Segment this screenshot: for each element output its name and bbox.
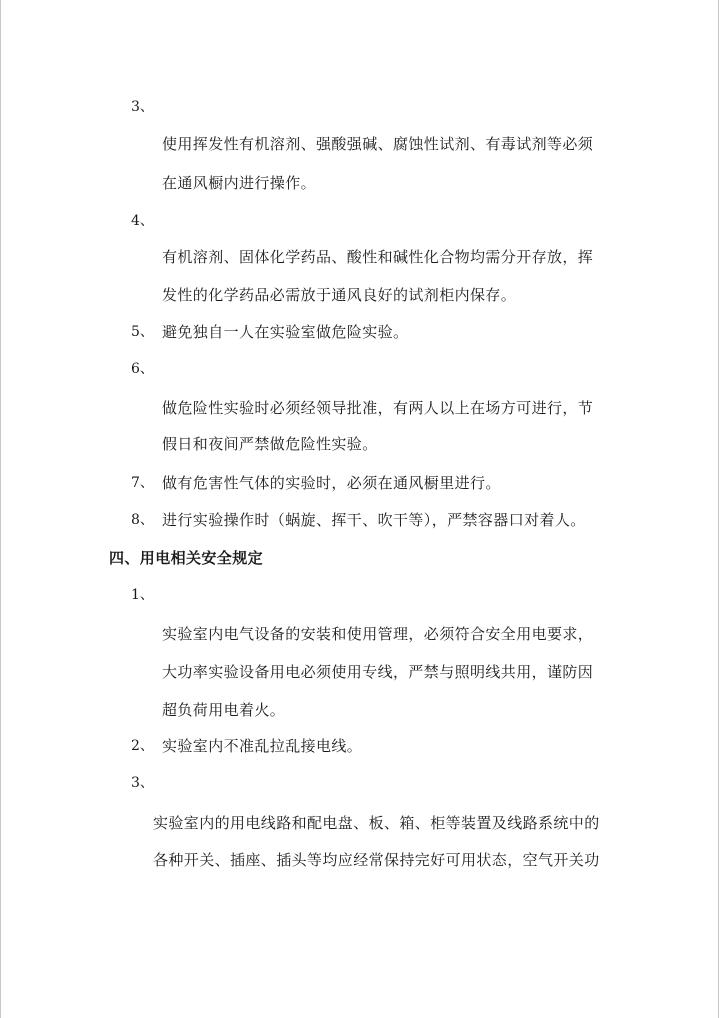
section-heading: 四、用电相关安全规定 [109,549,264,567]
item-5-number: 5、 [131,324,154,340]
page-border-right [718,0,719,1018]
item-6-number: 6、 [131,361,154,377]
elec-item-3-line-1: 实验室内的用电线路和配电盘、板、箱、柜等装置及线路系统中的 [153,814,600,832]
item-4-number: 4、 [131,213,154,229]
item-8-text: 进行实验操作时（蜗旋、挥干、吹干等），严禁容器口对着人。 [162,511,586,529]
item-7-text: 做有危害性气体的实验时，必须在通风橱里进行。 [162,474,501,492]
page-border-left [0,0,1,1018]
elec-item-1-number: 1、 [131,587,154,603]
item-4-line-1: 有机溶剂、固体化学药品、酸性和碱性化合物均需分开存放，挥 [162,248,594,266]
elec-item-2-number: 2、 [131,738,154,754]
item-8-number: 8、 [131,512,154,528]
elec-item-1-line-1: 实验室内电气设备的安装和使用管理，必须符合安全用电要求， [162,625,594,643]
item-6-line-1: 做危险性实验时必须经领导批准，有两人以上在场方可进行，节 [162,399,594,417]
item-3-line-1: 使用挥发性有机溶剂、强酸强碱、腐蚀性试剂、有毒试剂等必须 [162,135,594,153]
item-5-text: 避免独自一人在实验室做危险实验。 [162,323,409,341]
item-4-line-2: 发性的化学药品必需放于通风良好的试剂柜内保存。 [162,286,517,304]
item-3-line-2: 在通风橱内进行操作。 [162,174,317,192]
elec-item-1-line-3: 超负荷用电着火。 [162,701,286,719]
elec-item-3-line-2: 各种开关、插座、插头等均应经常保持完好可用状态，空气开关功 [153,851,600,869]
item-6-line-2: 假日和夜间严禁做危险性实验。 [162,435,378,453]
item-3-number: 3、 [131,99,154,115]
elec-item-1-line-2: 大功率实验设备用电必须使用专线，严禁与照明线共用，谨防因 [162,663,594,681]
elec-item-2-text: 实验室内不准乱拉乱接电线。 [162,737,363,755]
elec-item-3-number: 3、 [131,775,154,791]
item-7-number: 7、 [131,475,154,491]
